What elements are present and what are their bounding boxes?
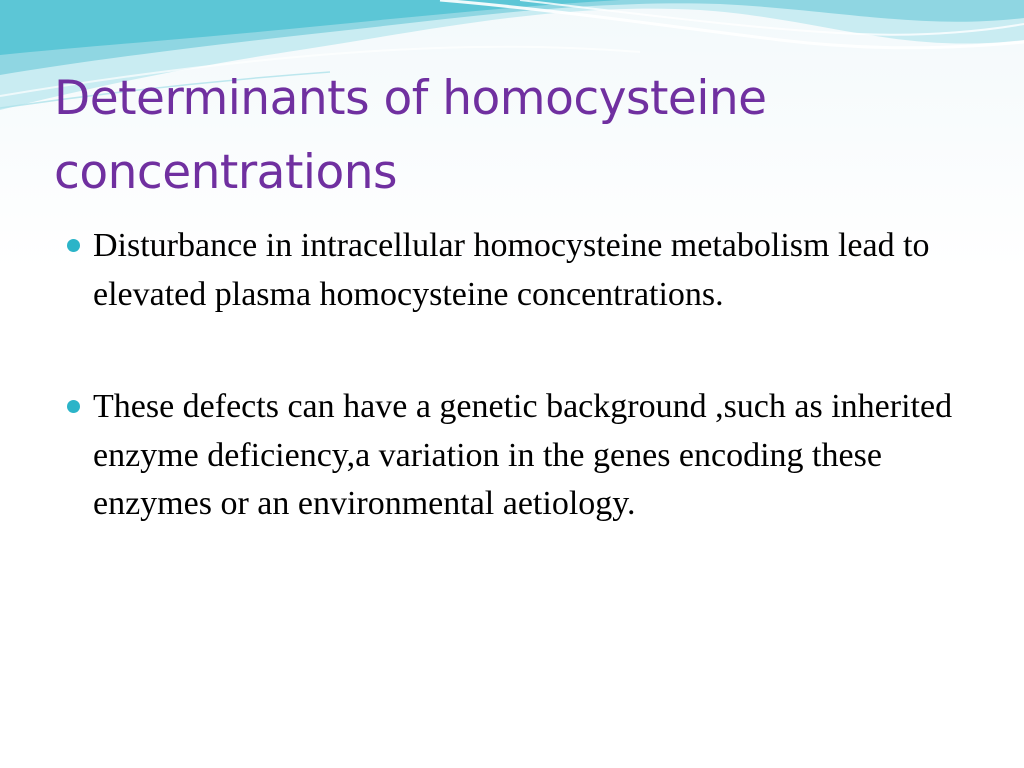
bullet-text: These defects can have a genetic background ,such as inherited enzyme deficiency,a variation in the genes encoding these enzymes or an environmental aetiology. <box>93 388 953 522</box>
bullet-item <box>64 383 964 529</box>
slide-title: Determinants of homocysteine concentrations <box>54 71 767 200</box>
bullet-dot-icon <box>67 239 80 252</box>
bullet-list <box>64 222 964 529</box>
bullet-dot-icon <box>67 400 80 413</box>
bullet-text: Disturbance in intracellular homocysteine metabolism lead to elevated plasma homocysteine concentrations. <box>93 227 930 313</box>
bullet-item <box>64 222 964 319</box>
